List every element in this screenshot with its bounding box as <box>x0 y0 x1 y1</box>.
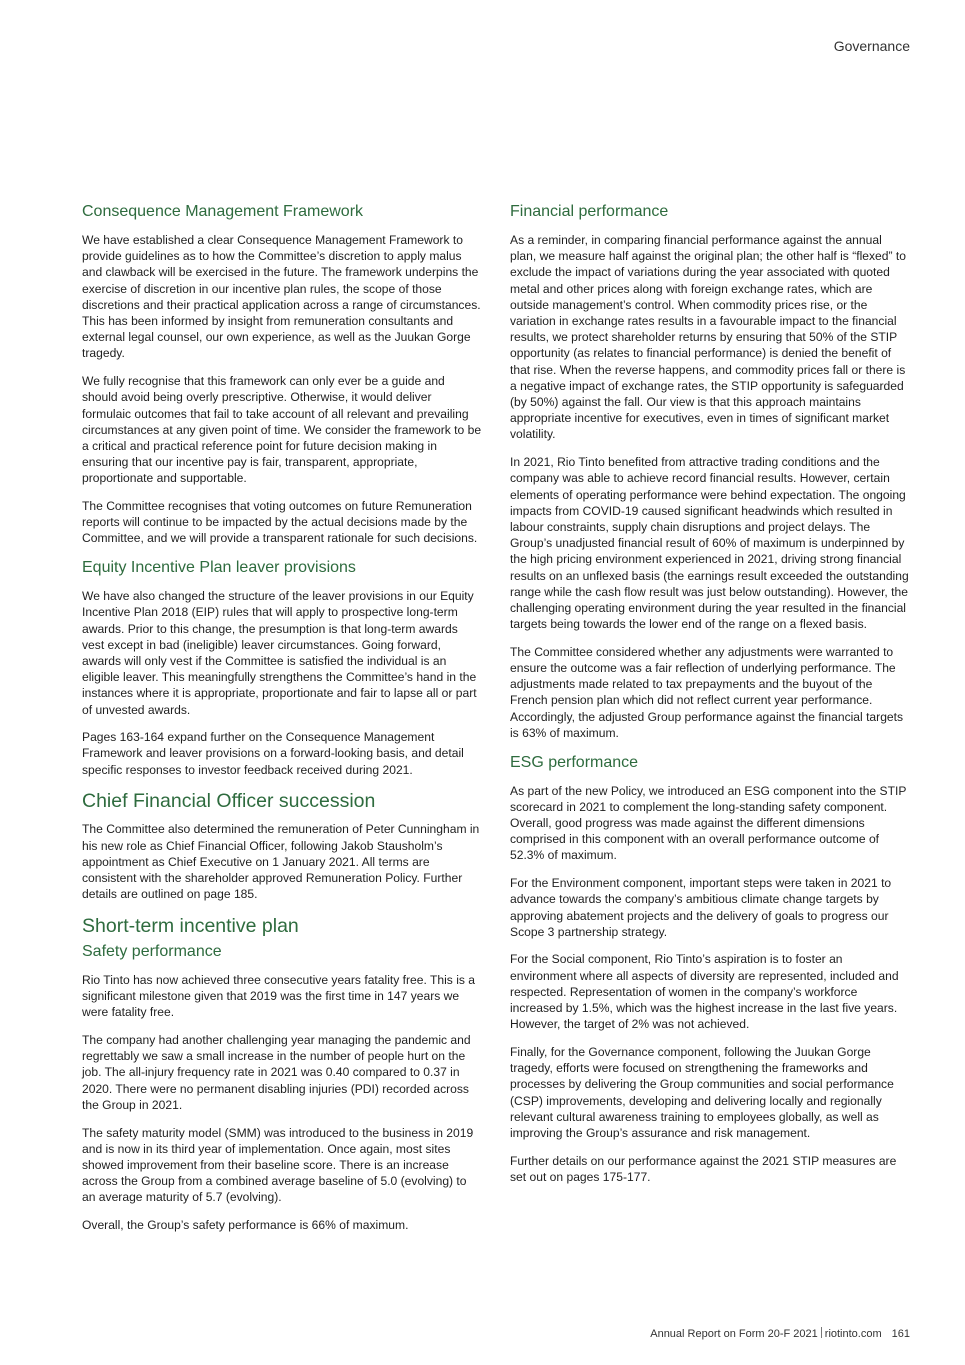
paragraph: The Committee recognises that voting outcomes on future Remuneration reports will continue to be impacted by the actual decisions made by the Committee, and we will provide a transparent rationale for such decisions. <box>82 499 478 546</box>
consequence-heading: Consequence Management Framework <box>82 203 364 220</box>
esg-heading: ESG performance <box>510 753 639 771</box>
paragraph: For the Environment component, important steps were taken in 2021 to advance towards the company’s ambitious climate change targets by approving abatement projects and the delivery of goals to progress our Scope 3 partnership strategy. <box>510 876 892 939</box>
paragraph: Rio Tinto has now achieved three consecutive years fatality free. This is a significant milestone given that 2019 was the first time in 147 years we were fatality free. <box>82 972 476 1020</box>
paragraph: Pages 163-164 expand further on the Consequence Management Framework and leaver provisions on a forward-looking basis, and detail specific responses to investor feedback received during 2021. <box>82 730 464 777</box>
paragraph: We fully recognise that this framework can only ever be a guide and should avoid being overly prescriptive. Otherwise, it would deliver formulaic outcomes that fail to take account of all relevant and prevailing circumstances at any given point of time. We consider the framework to be a critical and practical reference point for future decision making in ensuring that our incentive pay is fair, transparent, appropriate, proportionate and supportable. <box>82 374 482 486</box>
equity-heading: Equity Incentive Plan leaver provisions <box>82 559 356 577</box>
footer-divider <box>821 1327 822 1338</box>
safety-heading: Safety performance <box>82 942 222 960</box>
right-column <box>510 202 910 1197</box>
stip-heading: Short-term incentive plan <box>82 914 299 937</box>
section-title: Governance <box>833 38 910 54</box>
page-footer <box>650 1327 910 1340</box>
website-link[interactable]: riotinto.com <box>824 1328 882 1340</box>
paragraph: Finally, for the Governance component, following the Juukan Gorge tragedy, efforts were focused on strengthening the frameworks and processes by delivering the Group communities and social performance (CSP) improvements, developing and delivering locally and regionally relevant cultural awareness training to employees globally, as well as improving the Group’s assurance and risk management. <box>510 1044 894 1140</box>
paragraph: We have also changed the structure of the leaver provisions in our Equity Incentive Plan 2018 (EIP) rules that will apply to prospective long-term awards. Prior to this change, the presumption is that long-term awards vest except in bad (ineligible) leaver circumstances. Going forward, awards will only vest if the Committee is satisfied the individual is an eligible leaver. This meaningfully strengthens the Committee’s hand in the instances where it is appropriate, proportionate and fair to lapse all or part of unvested awards. <box>82 589 477 717</box>
paragraph: The Committee also determined the remuneration of Peter Cunningham in his new role as Chief Financial Officer, following Jakob Stausholm’s appointment as Chief Executive on 1 January 2021. All terms are consistent with the shareholder approved Remuneration Policy. Further details are outlined on page 185. <box>82 822 480 902</box>
paragraph: In 2021, Rio Tinto benefited from attractive trading conditions and the company was able to achieve record financial results. However, certain elements of operating performance were behind expectation. The ongoing impacts from COVID-19 caused significant headwinds which resulted in labour constraints, supply chain disruptions and project delays. The Group’s unadjusted financial result of 60% of maximum is underpinned by the high pricing environment experienced in 2021, driving strong financial results on an unflexed basis (the earnings result exceeded the outstanding range while the cash flow result was just below outstanding). However, the challenging operating environment during the year resulted in the financial targets being towards the lower end of the range on a flexed basis. <box>510 455 909 632</box>
paragraph: The company had another challenging year managing the pandemic and regrettably we saw a small increase in the number of people hurt on the job. The all-injury frequency rate in 2021 was 0.40 compared to 0.37 in 2020. There were no permanent disabling injuries (PDI) recorded across the Group in 2021. <box>82 1033 471 1112</box>
cfo-heading: Chief Financial Officer succession <box>82 790 376 813</box>
financial-heading: Financial performance <box>510 203 669 220</box>
paragraph: Overall, the Group’s safety performance is 66% of maximum. <box>82 1218 409 1233</box>
page-number: 161 <box>891 1328 910 1340</box>
paragraph: The safety maturity model (SMM) was introduced to the business in 2019 and is now in its third year of implementation. Once again, most sites showed improvement from their baseline score. There is an increase across the Group from a combined average baseline of 5.0 (evolving) to an average maturity of 5.7 (evolving). <box>82 1125 474 1205</box>
paragraph: For the Social component, Rio Tinto’s aspiration is to foster an environment where all aspects of diversity are represented, included and respected. Representation of women in the company’s workforce increased by 1.5%, which was the highest increase in the last five years. However, the target of 2% was not achieved. <box>510 952 899 1032</box>
paragraph: Further details on our performance against the 2021 STIP measures are set out on pages 175-177. <box>510 1153 897 1184</box>
paragraph: The Committee considered whether any adjustments were warranted to ensure the outcome was a fair reflection of underlying performance. The adjustments made related to tax prepayments and the buyout of the French pension plan which did not reflect current year performance. Accordingly, the adjusted Group performance against the financial targets is 63% of maximum. <box>510 644 904 740</box>
paragraph: As part of the new Policy, we introduced an ESG component into the STIP scorecard in 2021 to complement the long-standing safety component. Overall, good progress was made against the different dimensions comprised in this component with an overall performance outcome of 52.3% of maximum. <box>510 783 907 863</box>
report-title: Annual Report on Form 20-F 2021 <box>650 1328 818 1340</box>
paragraph: As a reminder, in comparing financial performance against the annual plan, we measure half against the original plan; the other half is “flexed” to exclude the impact of variations during the year associated with quoted metal and other prices along with foreign exchange rates, which are outside management’s control. When commodity prices rise, or the variation in exchange rates results in a favourable impact to the financial results, we protect shareholder returns by ensuring that 50% of the STIP opportunity (as relates to financial performance) is denied the benefit of that rise. When the reverse happens, and commodity prices fall or there is a negative impact of exchange rates, the STIP opportunity is safeguarded (by 50%) against the fall. Our view is that this approach maintains appropriate incentive for executives, even in times of significant market volatility. <box>510 233 906 442</box>
paragraph: We have established a clear Consequence Management Framework to provide guidelines as to how the Committee’s discretion to apply malus and clawback will be exercised in the future. The framework underpins the exercise of discretion in our incentive plan rules, the scope of those discretions and their practical application across a range of circumstances. This has been informed by insight from remuneration consultants and external legal counsel, our own experience, as well as the Juukan Gorge tragedy. <box>82 233 481 361</box>
left-column <box>82 202 482 1245</box>
